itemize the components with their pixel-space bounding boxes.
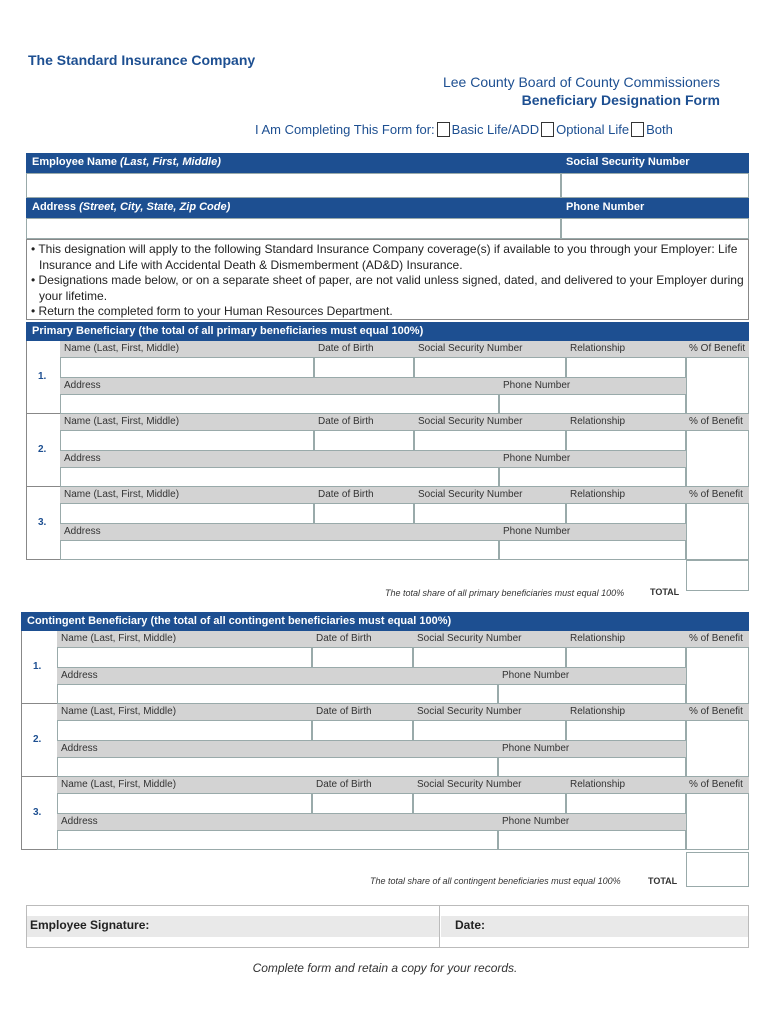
basic-life-checkbox[interactable] (437, 122, 450, 137)
instruction-item: • Designations made below, or on a separate sheet of paper, are not valid unless signed, dated, and delivered to your Employer during your lifetime. (31, 273, 744, 303)
primary-total-note: The total share of all primary beneficiaries must equal 100% (385, 588, 625, 598)
beneficiary-ssn-field[interactable] (414, 357, 566, 378)
date-label: Date: (455, 918, 486, 932)
contingent-total-field[interactable] (686, 852, 749, 887)
beneficiary-phone-field[interactable] (499, 467, 686, 487)
phone-label: Phone Number (503, 526, 571, 537)
instructions-box (26, 239, 749, 320)
primary-total-field[interactable] (686, 560, 749, 591)
beneficiary-dob-field[interactable] (314, 430, 414, 451)
dob-label: Date of Birth (316, 706, 372, 717)
primary-total-label: TOTAL (650, 587, 680, 597)
ssn-label: Social Security Number (417, 706, 522, 717)
relationship-label: Relationship (570, 343, 626, 354)
basic-life-label: Basic Life/ADD (451, 122, 540, 137)
beneficiary-address-field[interactable] (60, 394, 499, 414)
row-number: 3. (33, 807, 42, 818)
instruction-item: • Return the completed form to your Human Resources Department. (31, 304, 393, 318)
ssn-label: Social Security Number (417, 633, 522, 644)
address-header-row (60, 378, 686, 394)
address-label: Address (61, 743, 98, 754)
row-number: 3. (38, 517, 47, 528)
beneficiary-percent-field[interactable] (686, 647, 749, 704)
beneficiary-name-field[interactable] (60, 430, 314, 451)
phone-label: Phone Number (502, 743, 570, 754)
beneficiary-relationship-field[interactable] (566, 503, 686, 524)
relationship-label: Relationship (570, 416, 626, 427)
address-label: Address (64, 453, 101, 464)
dob-label: Date of Birth (318, 489, 374, 500)
optional-life-checkbox[interactable] (541, 122, 554, 137)
beneficiary-relationship-field[interactable] (566, 647, 686, 668)
relationship-label: Relationship (570, 489, 626, 500)
employee-ssn-label: Social Security Number (566, 156, 690, 168)
beneficiary-name-field[interactable] (57, 793, 312, 814)
employee-name-hint: (Last, First, Middle) (120, 156, 221, 168)
employee-name-label: Employee Name (32, 156, 117, 168)
beneficiary-name-field[interactable] (60, 503, 314, 524)
row-number: 2. (33, 734, 42, 745)
percent-label: % Of Benefit (689, 343, 746, 354)
relationship-label: Relationship (570, 706, 626, 717)
beneficiary-relationship-field[interactable] (566, 430, 686, 451)
beneficiary-ssn-field[interactable] (413, 647, 566, 668)
signature-label: Employee Signature: (30, 918, 150, 932)
beneficiary-dob-field[interactable] (312, 647, 413, 668)
beneficiary-percent-field[interactable] (686, 720, 749, 777)
name-label: Name (Last, First, Middle) (64, 416, 180, 427)
beneficiary-address-field[interactable] (57, 830, 498, 850)
optional-life-label: Optional Life (556, 122, 630, 137)
beneficiary-percent-field[interactable] (686, 430, 749, 487)
signature-block (26, 905, 749, 948)
name-label: Name (Last, First, Middle) (61, 779, 177, 790)
date-field[interactable] (441, 916, 748, 937)
address-header-row (57, 668, 686, 684)
name-label: Name (Last, First, Middle) (64, 489, 180, 500)
row-number: 1. (38, 371, 47, 382)
company-name: The Standard Insurance Company (28, 52, 256, 68)
footer-note: Complete form and retain a copy for your records. (252, 961, 518, 975)
relationship-label: Relationship (570, 633, 626, 644)
percent-label: % of Benefit (689, 416, 743, 427)
address-header-row (60, 451, 686, 467)
contingent-total-label: TOTAL (648, 876, 678, 886)
beneficiary-name-field[interactable] (57, 647, 312, 668)
beneficiary-phone-field[interactable] (498, 684, 686, 704)
address-header-row (57, 741, 686, 757)
relationship-label: Relationship (570, 779, 626, 790)
beneficiary-dob-field[interactable] (312, 793, 413, 814)
beneficiary-relationship-field[interactable] (566, 720, 686, 741)
percent-label: % of Benefit (689, 779, 743, 790)
beneficiary-dob-field[interactable] (312, 720, 413, 741)
ssn-label: Social Security Number (418, 489, 523, 500)
completing-label: I Am Completing This Form for: (255, 122, 435, 137)
instruction-item: • This designation will apply to the following Standard Insurance Company coverage(s) if available to you through your Employer: Life Insurance and Life with Accidental Death & Dismemberment (AD&D) Insurance. (31, 242, 738, 272)
both-checkbox[interactable] (631, 122, 644, 137)
employee-address-field[interactable] (26, 218, 561, 239)
client-name: Lee County Board of County Commissioners (442, 74, 720, 90)
beneficiary-address-field[interactable] (60, 467, 499, 487)
form-title: Beneficiary Designation Form (521, 92, 720, 108)
address-header-row (57, 814, 686, 830)
beneficiary-dob-field[interactable] (314, 503, 414, 524)
employee-ssn-field[interactable] (561, 173, 749, 198)
row-number: 2. (38, 444, 47, 455)
ssn-label: Social Security Number (418, 416, 523, 427)
employee-phone-label: Phone Number (566, 201, 645, 213)
beneficiary-percent-field[interactable] (686, 503, 749, 560)
name-label: Name (Last, First, Middle) (64, 343, 180, 354)
beneficiary-phone-field[interactable] (498, 830, 686, 850)
row-number: 1. (33, 661, 42, 672)
beneficiary-name-field[interactable] (57, 720, 312, 741)
beneficiary-phone-field[interactable] (499, 540, 686, 560)
percent-label: % of Benefit (689, 706, 743, 717)
employee-address-label: Address (32, 201, 77, 213)
contingent-beneficiary-header: Contingent Beneficiary (the total of all contingent beneficiaries must equal 100%) (21, 612, 749, 631)
dob-label: Date of Birth (316, 633, 372, 644)
dob-label: Date of Birth (316, 779, 372, 790)
employee-name-header (26, 153, 749, 173)
beneficiary-percent-field[interactable] (686, 793, 749, 850)
beneficiary-dob-field[interactable] (314, 357, 414, 378)
address-header-row (60, 524, 686, 540)
ssn-label: Social Security Number (417, 779, 522, 790)
name-label: Name (Last, First, Middle) (61, 633, 177, 644)
beneficiary-ssn-field[interactable] (414, 430, 566, 451)
beneficiary-ssn-field[interactable] (413, 720, 566, 741)
beneficiary-percent-field[interactable] (686, 357, 749, 414)
coverage-selector (255, 122, 673, 137)
address-label: Address (61, 816, 98, 827)
ssn-label: Social Security Number (418, 343, 523, 354)
name-label: Name (Last, First, Middle) (61, 706, 177, 717)
contingent-total-note: The total share of all contingent beneficiaries must equal 100% (370, 876, 621, 886)
phone-label: Phone Number (503, 453, 571, 464)
beneficiary-phone-field[interactable] (499, 394, 686, 414)
beneficiary-phone-field[interactable] (498, 757, 686, 777)
address-label: Address (64, 526, 101, 537)
dob-label: Date of Birth (318, 343, 374, 354)
dob-label: Date of Birth (318, 416, 374, 427)
address-label: Address (61, 670, 98, 681)
beneficiary-address-field[interactable] (57, 684, 498, 704)
address-label: Address (64, 380, 101, 391)
percent-label: % of Benefit (689, 633, 743, 644)
beneficiary-address-field[interactable] (60, 540, 499, 560)
employee-name-field[interactable] (26, 173, 561, 198)
beneficiary-address-field[interactable] (57, 757, 498, 777)
phone-label: Phone Number (503, 380, 571, 391)
beneficiary-ssn-field[interactable] (414, 503, 566, 524)
percent-label: % of Benefit (689, 489, 743, 500)
employee-address-hint: (Street, City, State, Zip Code) (79, 201, 231, 213)
employee-address-header (26, 198, 749, 218)
beneficiary-name-field[interactable] (60, 357, 314, 378)
primary-beneficiary-header: Primary Beneficiary (the total of all primary beneficiaries must equal 100%) (26, 322, 749, 341)
beneficiary-relationship-field[interactable] (566, 793, 686, 814)
phone-label: Phone Number (502, 670, 570, 681)
both-label: Both (646, 122, 673, 137)
beneficiary-relationship-field[interactable] (566, 357, 686, 378)
beneficiary-ssn-field[interactable] (413, 793, 566, 814)
signature-divider (439, 906, 440, 947)
employee-phone-field[interactable] (561, 218, 749, 239)
phone-label: Phone Number (502, 816, 570, 827)
